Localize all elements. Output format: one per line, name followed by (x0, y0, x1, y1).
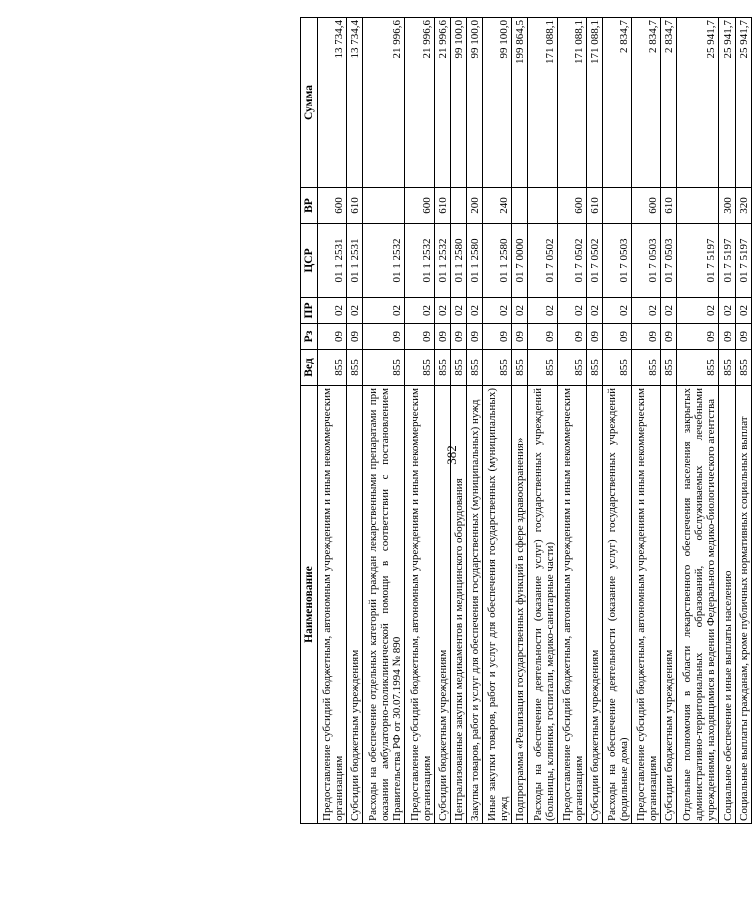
cell-vr: 600 (405, 188, 434, 224)
cell-vr: 610 (586, 188, 602, 224)
table-row (528, 18, 557, 824)
cell-pr: 02 (363, 298, 405, 324)
rotated-table-container (300, 18, 752, 824)
table-row (347, 18, 363, 824)
cell-pr: 02 (405, 298, 434, 324)
cell-rz: 09 (586, 324, 602, 350)
table-row (512, 18, 528, 824)
table-row (677, 18, 719, 824)
cell-vr (677, 188, 719, 224)
cell-ved: 855 (512, 350, 528, 386)
cell-pr: 02 (347, 298, 363, 324)
cell-name: Расходы на обеспечение деятельности (оказание услуг) государственных учреждений (больницы, клиники, госпитали, медико-санитарные части) (528, 386, 557, 824)
cell-pr: 02 (318, 298, 347, 324)
table-row (632, 18, 661, 824)
cell-rz: 09 (632, 324, 661, 350)
cell-csr: 01 7 0000 (512, 224, 528, 298)
cell-pr: 02 (586, 298, 602, 324)
cell-sum: 2 834,7 (661, 18, 677, 188)
cell-name: Предоставление субсидий бюджетным, автономным учреждениям и иным некоммерческим организациям (557, 386, 586, 824)
header-ved: Вед (301, 350, 318, 386)
cell-pr: 02 (557, 298, 586, 324)
cell-vr: 300 (719, 188, 735, 224)
table-row (557, 18, 586, 824)
cell-rz: 09 (363, 324, 405, 350)
cell-ved: 855 (661, 350, 677, 386)
cell-name: Закупка товаров, работ и услуг для обеспечения государственных (муниципальных) нужд (466, 386, 482, 824)
cell-pr: 02 (602, 298, 631, 324)
cell-sum: 171 088,1 (528, 18, 557, 188)
cell-csr: 01 7 5197 (735, 224, 751, 298)
cell-name: Иные закупки товаров, работ и услуг для обеспечения государственных (муниципальных) нужд (483, 386, 512, 824)
cell-pr: 02 (483, 298, 512, 324)
table-body (318, 18, 752, 824)
table-row (586, 18, 602, 824)
table-row (363, 18, 405, 824)
cell-rz: 09 (557, 324, 586, 350)
table-row (602, 18, 631, 824)
cell-rz: 09 (602, 324, 631, 350)
cell-name: Субсидии бюджетным учреждениям (347, 386, 363, 824)
table-row (719, 18, 735, 824)
cell-name: Расходы на обеспечение деятельности (оказание услуг) государственных учреждений (родильные дома) (602, 386, 631, 824)
cell-vr: 240 (483, 188, 512, 224)
cell-ved: 855 (719, 350, 735, 386)
cell-vr: 320 (735, 188, 751, 224)
cell-vr (450, 188, 466, 224)
cell-sum: 99 100,0 (483, 18, 512, 188)
cell-pr: 02 (512, 298, 528, 324)
cell-sum: 2 834,7 (602, 18, 631, 188)
cell-name: Централизованные закупки медикаментов и медицинского оборудования (450, 386, 466, 824)
cell-sum: 25 941,7 (735, 18, 751, 188)
cell-name: Социальное обеспечение и иные выплаты населению (719, 386, 735, 824)
cell-rz: 09 (735, 324, 751, 350)
cell-rz: 09 (318, 324, 347, 350)
cell-ved: 855 (677, 350, 719, 386)
cell-csr: 01 1 2531 (347, 224, 363, 298)
cell-sum: 171 088,1 (586, 18, 602, 188)
cell-ved: 855 (466, 350, 482, 386)
cell-csr: 01 1 2532 (434, 224, 450, 298)
cell-vr: 600 (318, 188, 347, 224)
cell-csr: 01 1 2580 (483, 224, 512, 298)
cell-pr: 02 (434, 298, 450, 324)
cell-ved: 855 (363, 350, 405, 386)
cell-rz: 09 (466, 324, 482, 350)
table-row (483, 18, 512, 824)
cell-csr: 01 7 5197 (677, 224, 719, 298)
table-row (434, 18, 450, 824)
cell-name: Подпрограмма «Реализация государственных функций в сфере здравоохранения» (512, 386, 528, 824)
cell-vr (528, 188, 557, 224)
cell-ved: 855 (450, 350, 466, 386)
budget-table (300, 17, 752, 824)
cell-name: Предоставление субсидий бюджетным, автономным учреждениям и иным некоммерческим организациям (318, 386, 347, 824)
cell-ved: 855 (632, 350, 661, 386)
cell-csr: 01 1 2531 (318, 224, 347, 298)
table-row (661, 18, 677, 824)
cell-sum: 199 864,5 (512, 18, 528, 188)
cell-name: Субсидии бюджетным учреждениям (661, 386, 677, 824)
cell-sum: 99 100,0 (466, 18, 482, 188)
cell-sum: 25 941,7 (719, 18, 735, 188)
cell-sum: 13 734,4 (347, 18, 363, 188)
cell-name: Предоставление субсидий бюджетным, автономным учреждениям и иным некоммерческим организациям (632, 386, 661, 824)
cell-sum: 21 996,6 (434, 18, 450, 188)
cell-pr: 02 (661, 298, 677, 324)
cell-csr: 01 1 2532 (405, 224, 434, 298)
cell-pr: 02 (528, 298, 557, 324)
cell-ved: 855 (557, 350, 586, 386)
cell-pr: 02 (719, 298, 735, 324)
cell-vr: 610 (661, 188, 677, 224)
cell-sum: 2 834,7 (632, 18, 661, 188)
cell-csr: 01 7 0502 (557, 224, 586, 298)
cell-rz: 09 (405, 324, 434, 350)
page-number: 382 (444, 445, 459, 465)
cell-ved: 855 (405, 350, 434, 386)
table-row (735, 18, 751, 824)
cell-name: Предоставление субсидий бюджетным, автономным учреждениям и иным некоммерческим организациям (405, 386, 434, 824)
cell-sum: 99 100,0 (450, 18, 466, 188)
cell-rz: 09 (528, 324, 557, 350)
cell-rz: 09 (512, 324, 528, 350)
cell-rz: 09 (483, 324, 512, 350)
cell-rz: 09 (434, 324, 450, 350)
cell-csr: 01 7 0503 (632, 224, 661, 298)
cell-vr: 200 (466, 188, 482, 224)
cell-sum: 21 996,6 (405, 18, 434, 188)
cell-rz: 09 (450, 324, 466, 350)
cell-csr: 01 7 5197 (719, 224, 735, 298)
header-pr: ПР (301, 298, 318, 324)
cell-ved: 855 (586, 350, 602, 386)
header-name: Наименование (301, 386, 318, 824)
cell-csr: 01 7 0503 (602, 224, 631, 298)
cell-name: Расходы на обеспечение отдельных категорий граждан лекарственными препаратами при оказании амбулаторно-поликлинической помощи в соответствии с постановлением Правительства РФ от 30.07.1994 № 890 (363, 386, 405, 824)
cell-rz: 09 (677, 324, 719, 350)
table-row (318, 18, 347, 824)
cell-name: Отдельные полномочия в области лекарственного обеспечения населения закрытых административно-территориальных образований, обслуживаемых лечебными учреждениями, находящимися в ведении Федерального медико-биологического агентства (677, 386, 719, 824)
header-csr: ЦСР (301, 224, 318, 298)
cell-csr: 01 7 0502 (586, 224, 602, 298)
cell-pr: 02 (632, 298, 661, 324)
cell-vr (602, 188, 631, 224)
table-row (405, 18, 434, 824)
cell-csr: 01 7 0502 (528, 224, 557, 298)
cell-sum: 171 088,1 (557, 18, 586, 188)
cell-name: Субсидии бюджетным учреждениям (586, 386, 602, 824)
cell-sum: 25 941,7 (677, 18, 719, 188)
cell-vr: 600 (632, 188, 661, 224)
cell-sum: 21 996,6 (363, 18, 405, 188)
cell-vr: 610 (347, 188, 363, 224)
cell-ved: 855 (347, 350, 363, 386)
cell-csr: 01 1 2580 (466, 224, 482, 298)
cell-csr: 01 1 2532 (363, 224, 405, 298)
header-rz: Рз (301, 324, 318, 350)
cell-name: Социальные выплаты гражданам, кроме публичных нормативных социальных выплат (735, 386, 751, 824)
cell-vr (363, 188, 405, 224)
table-header (301, 18, 318, 824)
cell-rz: 09 (661, 324, 677, 350)
cell-vr (512, 188, 528, 224)
cell-vr: 600 (557, 188, 586, 224)
cell-pr: 02 (466, 298, 482, 324)
cell-pr: 02 (677, 298, 719, 324)
cell-name: Субсидии бюджетным учреждениям (434, 386, 450, 824)
cell-ved: 855 (318, 350, 347, 386)
cell-pr: 02 (735, 298, 751, 324)
cell-pr: 02 (450, 298, 466, 324)
cell-ved: 855 (528, 350, 557, 386)
cell-ved: 855 (602, 350, 631, 386)
cell-rz: 09 (719, 324, 735, 350)
header-vr: ВР (301, 188, 318, 224)
table-row (466, 18, 482, 824)
cell-ved: 855 (735, 350, 751, 386)
cell-rz: 09 (347, 324, 363, 350)
table-row (450, 18, 466, 824)
cell-ved: 855 (483, 350, 512, 386)
cell-vr: 610 (434, 188, 450, 224)
cell-csr: 01 7 0503 (661, 224, 677, 298)
header-sum: Сумма (301, 18, 318, 188)
cell-csr: 01 1 2580 (450, 224, 466, 298)
cell-sum: 13 734,4 (318, 18, 347, 188)
cell-ved: 855 (434, 350, 450, 386)
